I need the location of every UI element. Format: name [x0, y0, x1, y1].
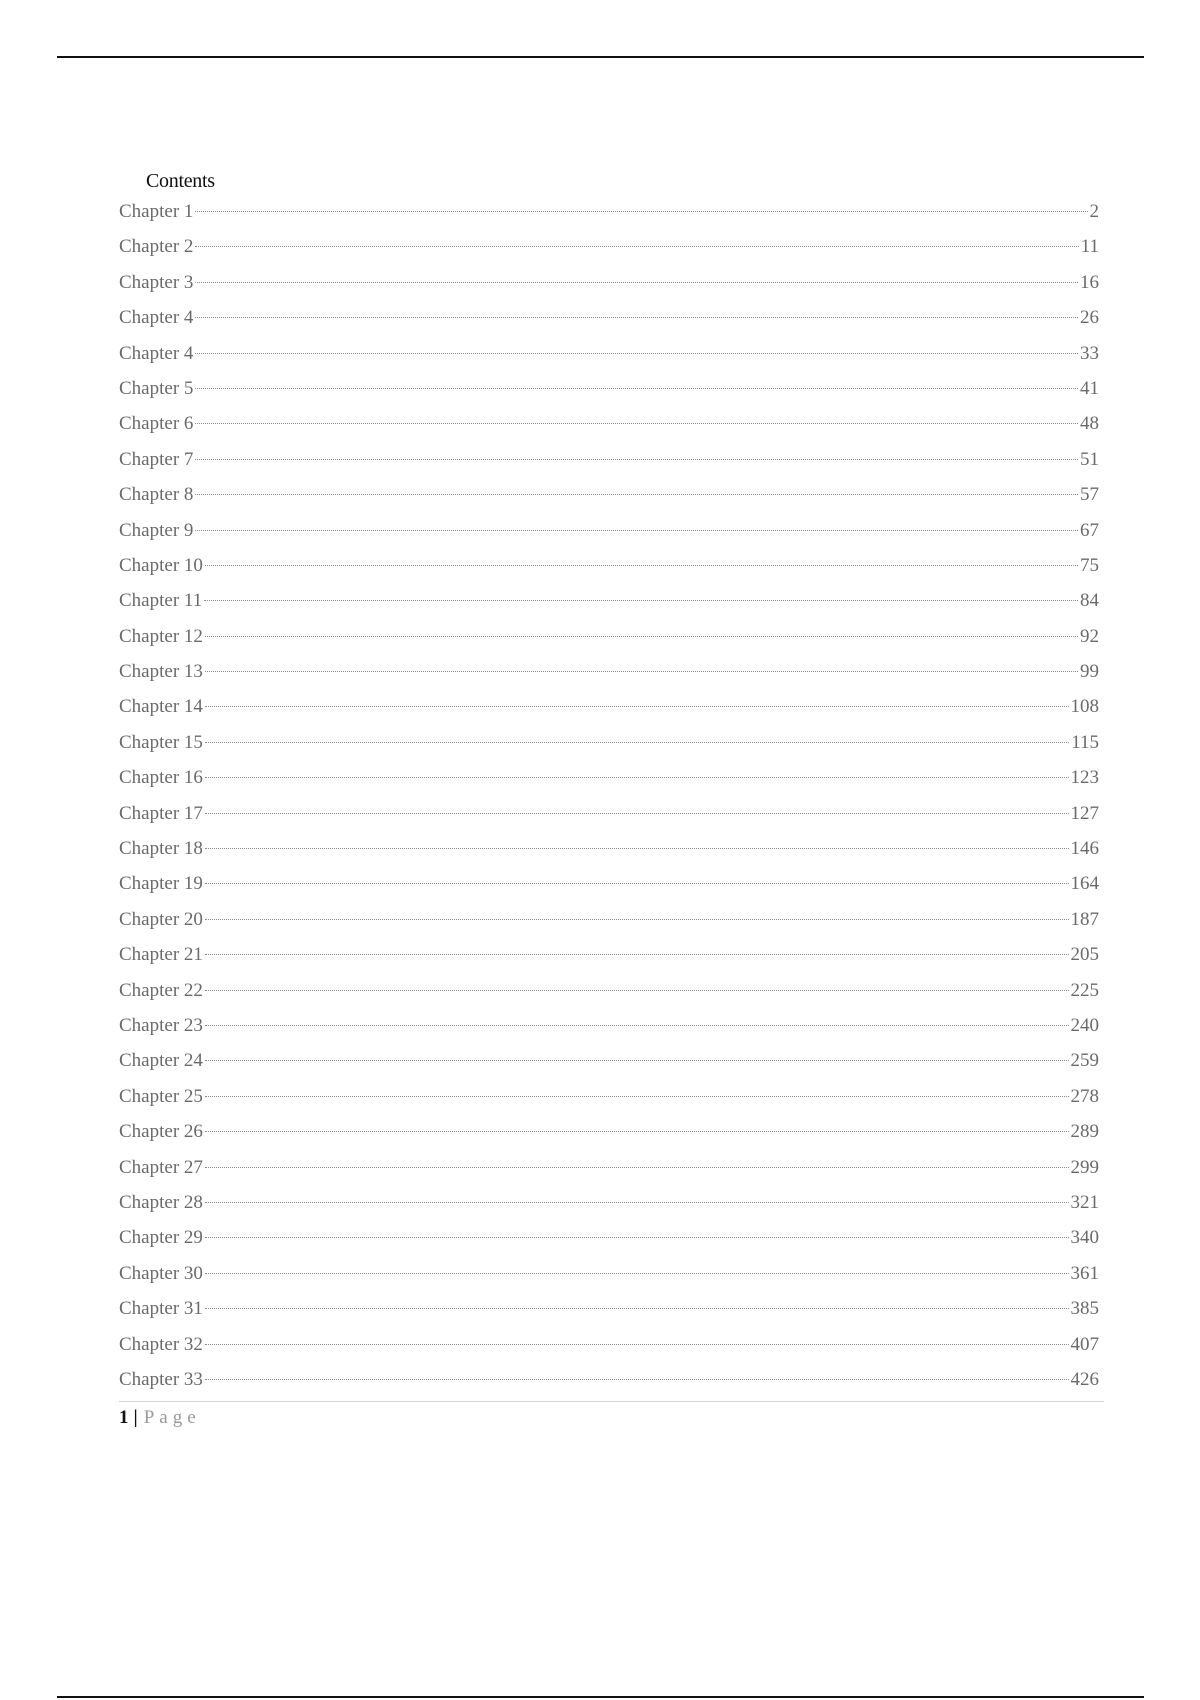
page-separator: | [133, 1407, 138, 1428]
dot-leader [195, 459, 1078, 460]
toc-entry-page-number: 240 [1070, 1014, 1099, 1036]
dot-leader [195, 317, 1078, 318]
toc-entry-page-number: 48 [1080, 413, 1099, 435]
toc-entry[interactable] [119, 1150, 1099, 1185]
dot-leader [205, 1202, 1069, 1203]
toc-entry[interactable] [119, 1079, 1099, 1114]
toc-entry-page-number: 92 [1080, 625, 1099, 647]
dot-leader [205, 777, 1069, 778]
toc-entry-label: Chapter 4 [119, 307, 194, 329]
dot-leader [205, 1131, 1069, 1132]
toc-entry-label: Chapter 17 [119, 802, 203, 824]
page-footer [119, 1401, 1104, 1432]
toc-entry-page-number: 259 [1070, 1050, 1099, 1072]
toc-entry-page-number: 2 [1089, 201, 1099, 222]
header-rule [57, 56, 1144, 58]
toc-entry-label: Chapter 19 [119, 873, 203, 895]
toc-entry[interactable] [119, 937, 1099, 972]
toc-entry-page-number: 164 [1070, 873, 1099, 895]
toc-entry-page-number: 340 [1070, 1227, 1099, 1249]
toc-entry[interactable] [119, 1114, 1099, 1149]
toc-entry[interactable] [119, 300, 1099, 335]
toc-entry-page-number: 127 [1070, 802, 1099, 824]
dot-leader [205, 1025, 1069, 1026]
toc-entry[interactable] [119, 760, 1099, 795]
toc-entry-label: Chapter 23 [119, 1014, 203, 1036]
toc-entry[interactable] [119, 1008, 1099, 1043]
toc-entry-label: Chapter 7 [119, 448, 194, 470]
toc-entry-page-number: 99 [1080, 661, 1099, 683]
toc-entry[interactable] [119, 973, 1099, 1008]
toc-list [119, 194, 1099, 1397]
toc-entry[interactable] [119, 442, 1099, 477]
dot-leader [195, 388, 1078, 389]
toc-entry-label: Chapter 8 [119, 484, 194, 506]
toc-entry[interactable] [119, 725, 1099, 760]
toc-entry-label: Chapter 26 [119, 1121, 203, 1143]
toc-entry[interactable] [119, 406, 1099, 441]
toc-entry-page-number: 146 [1070, 838, 1099, 860]
toc-entry[interactable] [119, 583, 1099, 618]
dot-leader [205, 706, 1069, 707]
toc-entry-label: Chapter 25 [119, 1085, 203, 1107]
toc-entry-label: Chapter 2 [119, 236, 194, 258]
toc-entry-label: Chapter 3 [119, 271, 194, 293]
dot-leader [195, 494, 1078, 495]
toc-entry-page-number: 84 [1080, 590, 1099, 612]
toc-entry[interactable] [119, 1327, 1099, 1362]
dot-leader [205, 1167, 1069, 1168]
dot-leader [205, 1273, 1069, 1274]
toc-entry-page-number: 426 [1070, 1368, 1099, 1390]
dot-leader [205, 636, 1078, 637]
dot-leader [205, 1379, 1069, 1380]
toc-entry-page-number: 407 [1070, 1333, 1099, 1355]
footer-rule [57, 1696, 1144, 1698]
toc-entry[interactable] [119, 265, 1099, 300]
toc-entry[interactable] [119, 548, 1099, 583]
toc-entry-label: Chapter 31 [119, 1298, 203, 1320]
dot-leader [205, 1237, 1069, 1238]
dot-leader [195, 530, 1078, 531]
toc-entry-label: Chapter 20 [119, 908, 203, 930]
dot-leader [195, 211, 1087, 212]
toc-entry-label: Chapter 22 [119, 979, 203, 1001]
dot-leader [195, 282, 1078, 283]
toc-entry-label: Chapter 18 [119, 838, 203, 860]
toc-entry-label: Chapter 1 [119, 201, 194, 222]
toc-entry-label: Chapter 9 [119, 519, 194, 541]
dot-leader [205, 565, 1078, 566]
toc-entry-page-number: 385 [1070, 1298, 1099, 1320]
toc-entry[interactable] [119, 902, 1099, 937]
toc-entry[interactable] [119, 619, 1099, 654]
toc-entry-label: Chapter 13 [119, 661, 203, 683]
toc-entry-page-number: 123 [1070, 767, 1099, 789]
dot-leader [205, 742, 1069, 743]
dot-leader [205, 990, 1069, 991]
toc-entry[interactable] [119, 513, 1099, 548]
toc-entry[interactable] [119, 1291, 1099, 1326]
toc-entry-label: Chapter 27 [119, 1156, 203, 1178]
toc-entry[interactable] [119, 229, 1099, 264]
toc-entry-page-number: 11 [1080, 236, 1099, 258]
page-label: Page [143, 1407, 201, 1428]
dot-leader [204, 600, 1078, 601]
dot-leader [205, 919, 1069, 920]
dot-leader [205, 1060, 1069, 1061]
toc-entry-label: Chapter 30 [119, 1262, 203, 1284]
dot-leader [205, 1344, 1069, 1345]
dot-leader [205, 883, 1069, 884]
toc-entry-page-number: 57 [1080, 484, 1099, 506]
toc-entry-label: Chapter 12 [119, 625, 203, 647]
toc-entry[interactable] [119, 194, 1099, 229]
toc-entry-page-number: 115 [1071, 731, 1099, 753]
toc-entry-page-number: 225 [1070, 979, 1099, 1001]
dot-leader [205, 1096, 1069, 1097]
toc-entry-page-number: 299 [1070, 1156, 1099, 1178]
toc-entry[interactable] [119, 1043, 1099, 1078]
toc-heading: Contents [146, 170, 215, 192]
dot-leader [205, 1308, 1069, 1309]
toc-entry-label: Chapter 32 [119, 1333, 203, 1355]
dot-leader [205, 671, 1078, 672]
toc-entry-page-number: 41 [1080, 377, 1099, 399]
dot-leader [195, 246, 1078, 247]
toc-entry[interactable] [119, 866, 1099, 901]
toc-entry[interactable] [119, 336, 1099, 371]
toc-entry[interactable] [119, 1256, 1099, 1291]
toc-entry-label: Chapter 10 [119, 554, 203, 576]
toc-entry[interactable] [119, 654, 1099, 689]
toc-entry-label: Chapter 28 [119, 1191, 203, 1213]
toc-entry-label: Chapter 24 [119, 1050, 203, 1072]
toc-entry[interactable] [119, 1185, 1099, 1220]
toc-entry[interactable] [119, 1220, 1099, 1255]
dot-leader [195, 423, 1078, 424]
table-of-contents [119, 168, 1099, 1397]
toc-entry-page-number: 75 [1080, 554, 1099, 576]
toc-entry-page-number: 16 [1080, 271, 1099, 293]
toc-entry-page-number: 33 [1080, 342, 1099, 364]
toc-entry-label: Chapter 16 [119, 767, 203, 789]
toc-entry[interactable] [119, 477, 1099, 512]
toc-entry-page-number: 289 [1070, 1121, 1099, 1143]
dot-leader [205, 813, 1069, 814]
toc-entry[interactable] [119, 689, 1099, 724]
toc-entry-label: Chapter 21 [119, 944, 203, 966]
toc-entry[interactable] [119, 371, 1099, 406]
dot-leader [195, 353, 1078, 354]
toc-entry-page-number: 108 [1070, 696, 1099, 718]
toc-entry-page-number: 67 [1080, 519, 1099, 541]
toc-entry[interactable] [119, 831, 1099, 866]
toc-entry-page-number: 205 [1070, 944, 1099, 966]
toc-entry[interactable] [119, 796, 1099, 831]
toc-entry-page-number: 187 [1070, 908, 1099, 930]
toc-entry-label: Chapter 14 [119, 696, 203, 718]
page-number: 1 [119, 1407, 129, 1428]
toc-entry-label: Chapter 15 [119, 731, 203, 753]
toc-entry-label: Chapter 33 [119, 1368, 203, 1390]
toc-entry-page-number: 26 [1080, 307, 1099, 329]
toc-entry-page-number: 361 [1070, 1262, 1099, 1284]
toc-entry-page-number: 321 [1070, 1191, 1099, 1213]
dot-leader [205, 954, 1069, 955]
toc-entry-label: Chapter 29 [119, 1227, 203, 1249]
dot-leader [205, 848, 1069, 849]
toc-entry-label: Chapter 5 [119, 377, 194, 399]
toc-entry-label: Chapter 6 [119, 413, 194, 435]
toc-entry[interactable] [119, 1362, 1099, 1397]
toc-entry-page-number: 278 [1070, 1085, 1099, 1107]
toc-entry-label: Chapter 11 [119, 590, 203, 612]
toc-entry-label: Chapter 4 [119, 342, 194, 364]
toc-entry-page-number: 51 [1080, 448, 1099, 470]
